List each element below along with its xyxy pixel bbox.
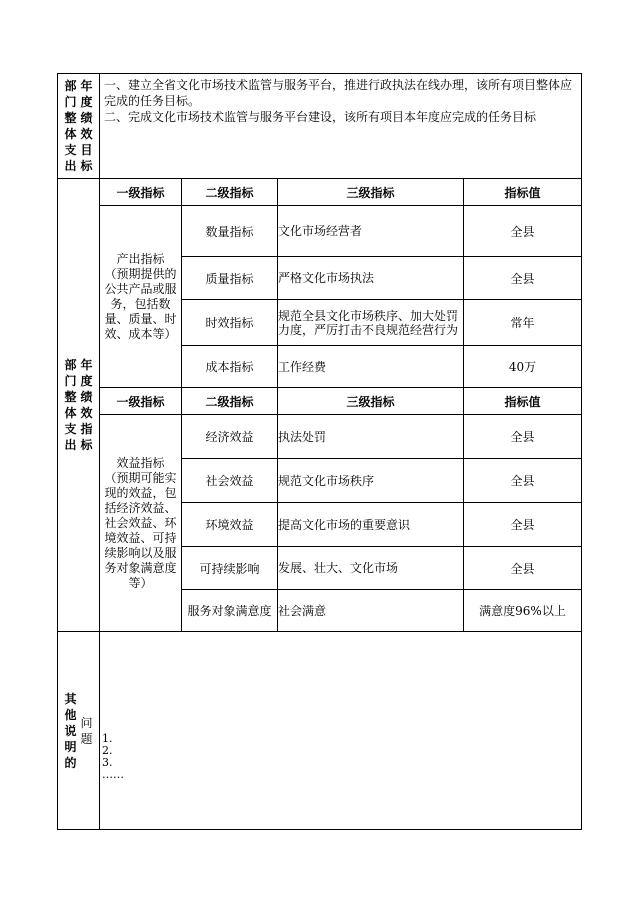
output-level3: 规范全县文化市场秩序、加大处罚力度，严厉打击不良规范经营行为	[278, 300, 464, 346]
benefit-level3: 提高文化市场的重要意识	[278, 503, 464, 547]
output-level2: 质量指标	[182, 257, 278, 300]
header-level1: 一级指标	[100, 388, 182, 415]
output-level3: 文化市场经营者	[278, 206, 464, 257]
indicators-label-char: 度	[80, 374, 93, 388]
benefit-title: 效益指标	[116, 455, 165, 470]
benefit-level2: 社会效益	[182, 459, 278, 503]
other-label-char: 问	[80, 715, 93, 730]
output-value: 常年	[464, 300, 582, 346]
other-label-outer	[64, 691, 76, 771]
goals-label-char: 年	[80, 79, 93, 93]
header-level3: 三级指标	[278, 388, 464, 415]
indicators-label-char: 标	[80, 438, 93, 452]
goals-label-char: 效	[80, 127, 93, 141]
header-level2: 二级指标	[182, 179, 278, 206]
output-value: 全县	[464, 206, 582, 257]
benefit-level2: 经济效益	[182, 415, 278, 459]
benefit-level3: 社会满意	[278, 590, 464, 632]
indicators-label-char: 出	[64, 438, 77, 452]
goals-label-char: 支	[64, 143, 77, 157]
goals-label-char: 度	[80, 95, 93, 109]
goals-content	[100, 74, 582, 179]
goals-label-char: 目	[80, 143, 93, 157]
benefit-value: 满意度96%以上	[464, 590, 582, 632]
output-indicator-cell	[100, 206, 182, 388]
header-value: 指标值	[464, 179, 582, 206]
output-value: 40万	[464, 346, 582, 388]
goals-label-char: 体	[64, 127, 77, 141]
goals-label-char: 门	[64, 95, 77, 109]
other-item: 3.	[102, 755, 113, 769]
other-item: 1.	[102, 731, 113, 745]
output-desc: （预期提供的公共产品或服务，包括数量、质量、时效、成本等）	[104, 266, 177, 341]
other-label-inner	[81, 715, 93, 747]
output-level2: 成本指标	[182, 346, 278, 388]
performance-table	[57, 73, 582, 830]
indicators-label-outer	[64, 357, 76, 453]
other-label-char: 明	[64, 739, 77, 754]
output-level2: 时效指标	[182, 300, 278, 346]
other-label	[58, 632, 100, 830]
output-level3: 工作经费	[278, 346, 464, 388]
indicators-label-char: 支	[64, 422, 77, 436]
indicators-label-char: 绩	[80, 390, 93, 404]
indicators-label-char: 部	[64, 358, 77, 372]
other-label-char: 其	[64, 691, 77, 706]
benefit-value: 全县	[464, 547, 582, 590]
goal-line-2: 二、完成文化市场技术监管与服务平台建设，该所有项目本年度应完成的任务目标	[104, 110, 537, 124]
benefit-level3: 发展、壮大、文化市场	[278, 547, 464, 590]
indicators-label-char: 体	[64, 406, 77, 420]
output-level3: 严格文化市场执法	[278, 257, 464, 300]
output-value: 全县	[464, 257, 582, 300]
header-level1: 一级指标	[100, 179, 182, 206]
indicators-label-char: 指	[80, 422, 93, 436]
indicators-label-char: 效	[80, 406, 93, 420]
other-content	[100, 632, 582, 830]
goals-label-inner	[81, 78, 93, 174]
benefit-level2: 服务对象满意度	[182, 590, 278, 632]
indicators-label-inner	[81, 357, 93, 453]
other-label-char: 说	[64, 723, 77, 738]
benefit-value: 全县	[464, 503, 582, 547]
indicators-label	[58, 179, 100, 632]
benefit-value: 全县	[464, 415, 582, 459]
other-item: 2.	[102, 743, 113, 757]
indicators-label-char: 整	[64, 390, 77, 404]
other-label-char: 的	[64, 755, 77, 770]
other-item: ……	[102, 767, 124, 781]
goals-label-outer	[64, 78, 76, 174]
indicators-label-char: 门	[64, 374, 77, 388]
benefit-desc: （预期可能实现的效益，包括经济效益、社会效益、环境效益、可持续影响以及服务对象满意度等）	[104, 470, 177, 590]
goal-line-1: 一、建立全省文化市场技术监管与服务平台，推进行政执法在线办理，该所有项目整体应完成的任务目标。	[104, 78, 573, 108]
header-level2: 二级指标	[182, 388, 278, 415]
header-value: 指标值	[464, 388, 582, 415]
goals-label-char: 出	[64, 159, 77, 173]
goals-label	[58, 74, 100, 179]
goals-label-char: 部	[64, 79, 77, 93]
goals-label-char: 绩	[80, 111, 93, 125]
goals-label-char: 整	[64, 111, 77, 125]
other-label-char: 他	[64, 707, 77, 722]
goals-label-char: 标	[80, 159, 93, 173]
output-title: 产出指标	[116, 251, 165, 266]
benefit-level2: 可持续影响	[182, 547, 278, 590]
benefit-level2: 环境效益	[182, 503, 278, 547]
benefit-value: 全县	[464, 459, 582, 503]
output-level2: 数量指标	[182, 206, 278, 257]
indicators-label-char: 年	[80, 358, 93, 372]
benefit-level3: 执法处罚	[278, 415, 464, 459]
other-label-char: 题	[80, 731, 93, 746]
benefit-indicator-cell	[100, 415, 182, 632]
header-level3: 三级指标	[278, 179, 464, 206]
benefit-level3: 规范文化市场秩序	[278, 459, 464, 503]
